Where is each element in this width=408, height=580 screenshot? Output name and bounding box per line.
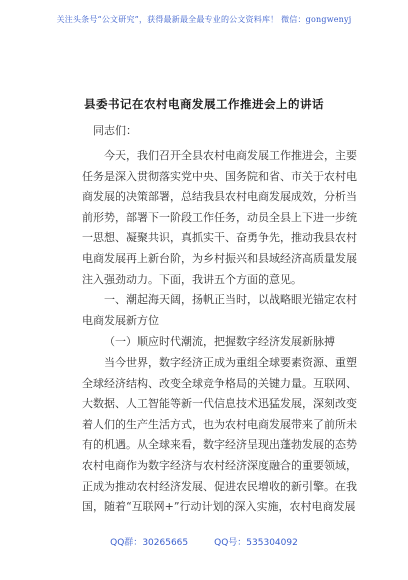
qq-group-label: QQ群： xyxy=(110,538,143,548)
salutation: 同志们： xyxy=(93,124,137,137)
text-line: 当今世界，数字经济正成为重组全球要素资源、重塑 xyxy=(104,356,357,369)
text-line: 任务是深入贯彻落实党中央、国务院和省、市关于农村电 xyxy=(82,169,357,183)
text-line: 商发展的决策部署，总结我县农村电商发展成效，分析当 xyxy=(82,190,357,204)
paragraph-opening xyxy=(82,146,357,290)
paragraph-digital-economy xyxy=(82,353,357,518)
text-line: 今天，我们召开全县农村电商发展工作推进会，主要 xyxy=(104,149,357,162)
header-promo-note: 关注头条号“公文研究”，获得最新最全最专业的公文资料库！ 微信：gongwenyj xyxy=(56,15,352,24)
text-line: 全球经济结构、改变全球竞争格局的关键力量。互联网、 xyxy=(82,376,357,390)
section-heading-1 xyxy=(82,290,357,331)
qq-label: QQ号： xyxy=(214,538,247,548)
text-line: （一）顺应时代潮流，把握数字经济发展新脉搏 xyxy=(104,335,335,348)
text-line: 大数据、人工智能等新一代信息技术迅猛发展，深刻改变 xyxy=(82,397,357,411)
text-line: 农村电商作为数字经济与农村经济深度融合的重要领域， xyxy=(82,458,357,472)
text-line: 国，随着“互联网+”行动计划的深入实施，农村电商发展 xyxy=(82,500,356,514)
text-line: 一、潮起海天阔，扬帆正当时，以战略眼光锚定农村 xyxy=(104,293,357,306)
text-line: 电商发展再上新台阶，为乡村振兴和县域经济高质量发展 xyxy=(82,251,357,265)
text-line: 一思想、凝聚共识，真抓实干、奋勇争先，推动我县农村 xyxy=(82,231,357,245)
text-line: 电商发展新方位 xyxy=(82,313,159,327)
text-line: 注入强劲动力。下面，我讲五个方面的意见。 xyxy=(82,272,302,286)
text-line: 前形势，部署下一阶段工作任务，动员全县上下进一步统 xyxy=(82,210,357,224)
text-line: 有的机遇。从全球来看，数字经济呈现出蓬勃发展的态势 xyxy=(82,438,357,452)
text-line: 着人们的生产生活方式，也为农村电商发展带来了前所未 xyxy=(82,417,357,431)
subsection-heading-1 xyxy=(82,332,344,353)
text-line: 正成为推动农村经济发展、促进农民增收的新引擎。在我 xyxy=(82,479,357,493)
qq-group-number: 30265665 xyxy=(142,538,189,548)
footer-contact xyxy=(0,535,408,548)
qq-number: 535304092 xyxy=(246,538,298,548)
document-title: 县委书记在农村电商发展工作推进会上的讲话 xyxy=(84,97,324,111)
